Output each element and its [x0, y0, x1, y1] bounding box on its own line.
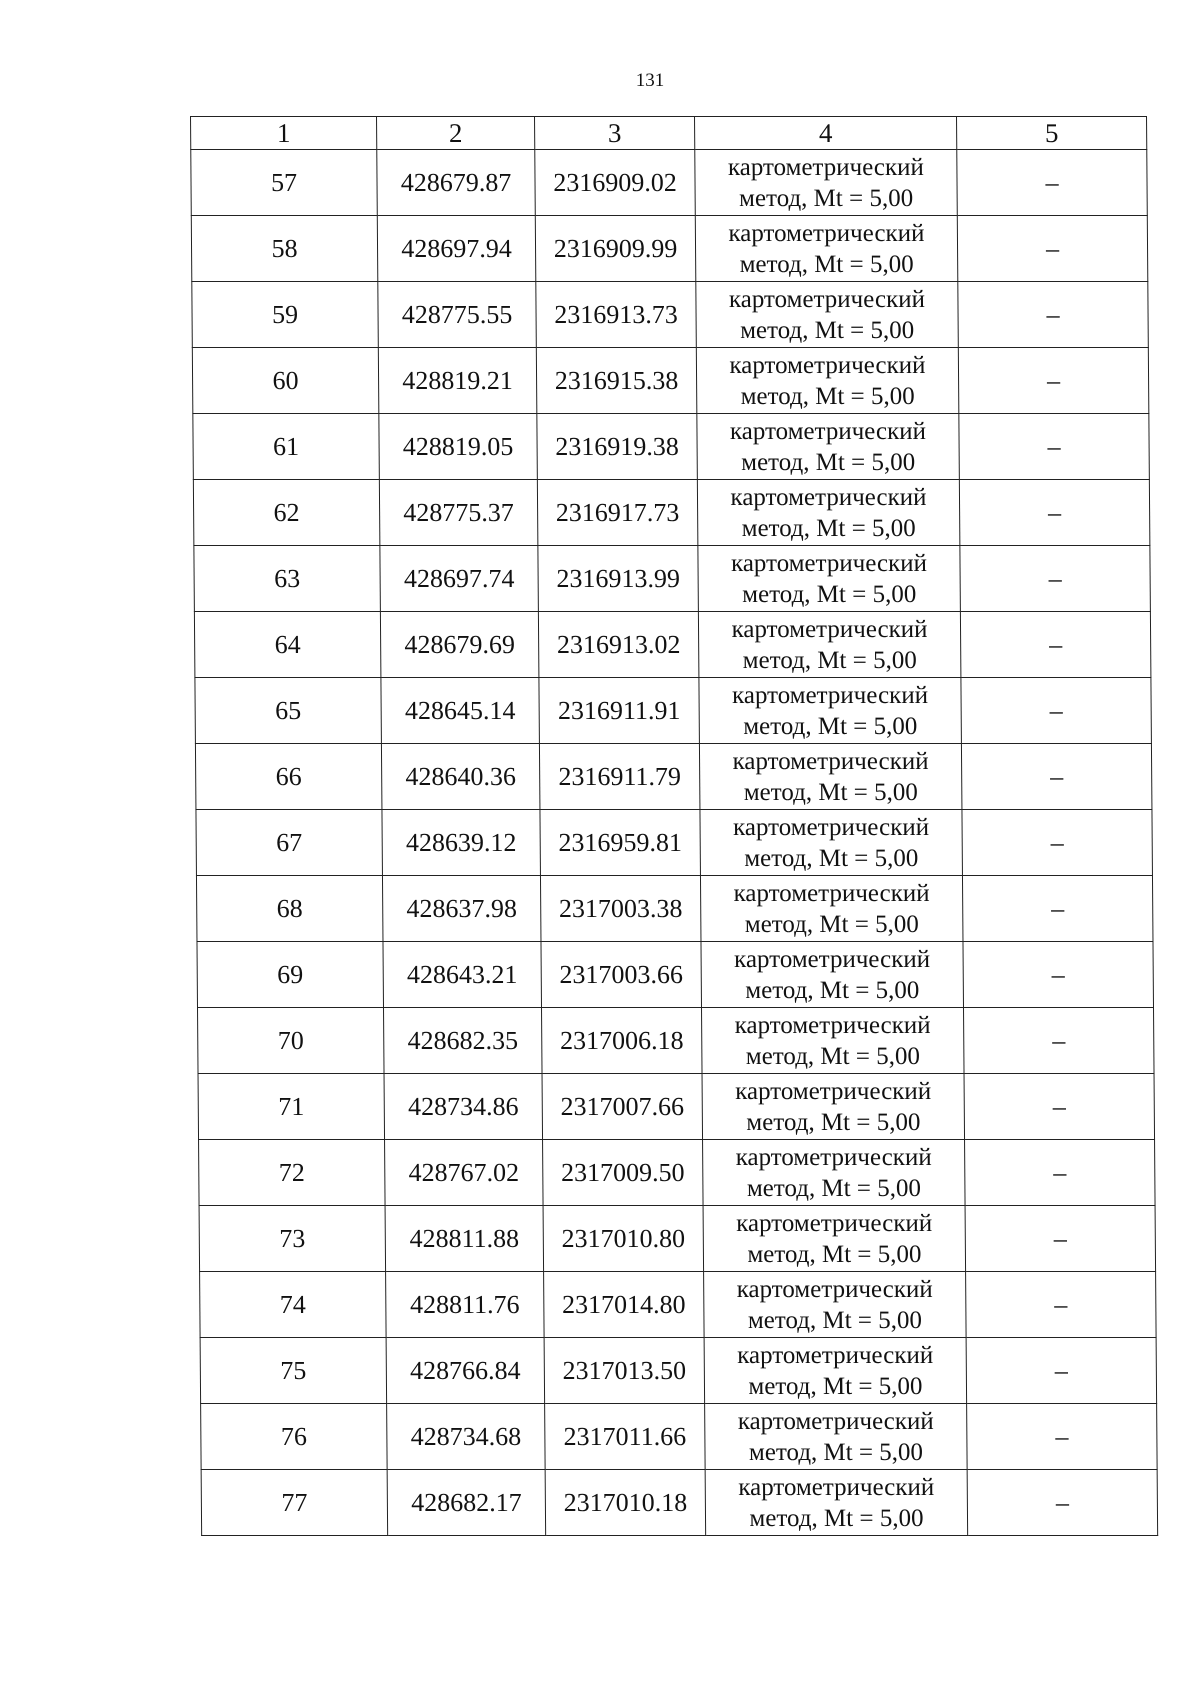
table-row — [194, 546, 1151, 612]
method-cell — [702, 1074, 965, 1140]
y-coordinate-cell: 2316909.02 — [535, 150, 696, 216]
table-row — [198, 1074, 1155, 1140]
method-name: картометрический — [738, 1473, 935, 1501]
method-accuracy: метод, Mt = 5,00 — [743, 778, 918, 806]
method-accuracy: метод, Mt = 5,00 — [740, 382, 915, 410]
method-cell — [696, 348, 959, 414]
y-coordinate-cell: 2317013.50 — [544, 1338, 705, 1404]
method-accuracy: метод, Mt = 5,00 — [739, 184, 914, 212]
method-accuracy: метод, Mt = 5,00 — [741, 448, 916, 476]
method-name: картометрический — [732, 813, 930, 841]
x-coordinate-cell: 428643.21 — [383, 942, 542, 1008]
method-accuracy: метод, Mt = 5,00 — [740, 316, 915, 344]
y-coordinate-cell: 2317011.66 — [545, 1404, 706, 1470]
note-cell: – — [960, 612, 1151, 678]
x-coordinate-cell: 428775.37 — [379, 480, 538, 546]
y-coordinate-cell: 2316959.81 — [540, 810, 701, 876]
x-coordinate-cell: 428811.88 — [385, 1206, 544, 1272]
method-cell — [697, 480, 960, 546]
x-coordinate-cell: 428819.05 — [379, 414, 538, 480]
table-row — [196, 810, 1153, 876]
method-name: картометрический — [735, 1143, 932, 1171]
table-body — [191, 150, 1158, 1536]
note-cell: – — [957, 216, 1148, 282]
x-coordinate-cell: 428697.94 — [377, 216, 536, 282]
method-accuracy: метод, Mt = 5,00 — [745, 1042, 921, 1070]
y-coordinate-cell: 2317010.80 — [543, 1206, 704, 1272]
table-row — [195, 678, 1152, 744]
table-row — [199, 1206, 1156, 1272]
note-cell: – — [959, 480, 1150, 546]
point-number-cell: 63 — [194, 546, 381, 612]
table-row — [197, 942, 1154, 1008]
method-accuracy: метод, Mt = 5,00 — [747, 1306, 923, 1334]
x-coordinate-cell: 428645.14 — [381, 678, 540, 744]
point-number-cell: 77 — [201, 1470, 388, 1536]
x-coordinate-cell: 428811.76 — [386, 1272, 545, 1338]
method-name: картометрический — [733, 879, 930, 907]
method-cell — [704, 1272, 967, 1338]
method-cell — [699, 744, 962, 810]
point-number-cell: 57 — [191, 150, 378, 216]
y-coordinate-cell: 2316911.79 — [539, 744, 700, 810]
method-name: картометрический — [736, 1209, 933, 1237]
note-cell: – — [961, 744, 1152, 810]
x-coordinate-cell: 428682.17 — [387, 1470, 546, 1536]
table-row — [200, 1338, 1157, 1404]
method-accuracy: метод, Mt = 5,00 — [746, 1108, 921, 1136]
y-coordinate-cell: 2317003.66 — [541, 942, 702, 1008]
y-coordinate-cell: 2317003.38 — [540, 876, 701, 942]
method-name: картометрический — [731, 615, 928, 643]
table-row — [192, 348, 1149, 414]
y-coordinate-cell: 2316913.73 — [536, 282, 697, 348]
note-cell: – — [964, 1008, 1155, 1074]
method-name: картометрический — [737, 1341, 934, 1369]
method-cell — [700, 810, 963, 876]
x-coordinate-cell: 428734.68 — [387, 1404, 546, 1470]
column-header-1: 1 — [191, 117, 377, 150]
method-accuracy: метод, Mt = 5,00 — [739, 250, 914, 278]
table-row — [200, 1272, 1157, 1338]
table-row — [194, 612, 1151, 678]
method-name: картометрический — [730, 483, 927, 511]
x-coordinate-cell: 428679.69 — [380, 612, 539, 678]
note-cell: – — [960, 546, 1151, 612]
y-coordinate-cell: 2317010.18 — [545, 1470, 706, 1536]
note-cell: – — [962, 876, 1153, 942]
table-row — [193, 414, 1150, 480]
y-coordinate-cell: 2316911.91 — [539, 678, 700, 744]
method-cell — [697, 414, 960, 480]
page-number: 131 — [635, 70, 665, 91]
y-coordinate-cell: 2316909.99 — [535, 216, 696, 282]
column-header-3: 3 — [535, 117, 695, 150]
method-cell — [698, 612, 961, 678]
method-name: картометрический — [729, 417, 927, 445]
table-row — [198, 1008, 1155, 1074]
method-cell — [695, 150, 958, 216]
method-cell — [699, 678, 962, 744]
method-name: картометрический — [727, 153, 924, 181]
method-accuracy: метод, Mt = 5,00 — [742, 580, 917, 608]
note-cell: – — [958, 348, 1149, 414]
note-cell: – — [967, 1470, 1158, 1536]
method-accuracy: метод, Mt = 5,00 — [745, 976, 920, 1004]
method-accuracy: метод, Mt = 5,00 — [741, 514, 916, 542]
method-cell — [705, 1470, 968, 1536]
table-row — [192, 282, 1149, 348]
method-accuracy: метод, Mt = 5,00 — [748, 1438, 924, 1466]
note-cell: – — [961, 678, 1152, 744]
method-cell — [696, 282, 959, 348]
method-name: картометрический — [737, 1407, 934, 1435]
table-row — [196, 876, 1153, 942]
y-coordinate-cell: 2316917.73 — [537, 480, 698, 546]
point-number-cell: 70 — [198, 1008, 385, 1074]
point-number-cell: 66 — [195, 744, 382, 810]
table-row — [191, 216, 1148, 282]
method-accuracy: метод, Mt = 5,00 — [744, 910, 919, 938]
table-row — [193, 480, 1150, 546]
x-coordinate-cell: 428775.55 — [378, 282, 537, 348]
point-number-cell: 61 — [193, 414, 380, 480]
method-accuracy: метод, Mt = 5,00 — [749, 1504, 924, 1532]
note-cell: – — [958, 282, 1149, 348]
point-number-cell: 69 — [197, 942, 384, 1008]
table-row — [191, 150, 1148, 216]
method-cell — [705, 1404, 968, 1470]
x-coordinate-cell: 428639.12 — [382, 810, 541, 876]
y-coordinate-cell: 2317009.50 — [543, 1140, 704, 1206]
point-number-cell: 75 — [200, 1338, 387, 1404]
x-coordinate-cell: 428637.98 — [382, 876, 541, 942]
method-cell — [701, 942, 964, 1008]
column-header-5: 5 — [957, 117, 1147, 150]
note-cell: – — [967, 1404, 1158, 1470]
note-cell: – — [963, 942, 1154, 1008]
column-header-4: 4 — [695, 117, 957, 150]
x-coordinate-cell: 428819.21 — [378, 348, 537, 414]
method-cell — [695, 216, 958, 282]
point-number-cell: 67 — [196, 810, 383, 876]
method-cell — [704, 1338, 967, 1404]
method-cell — [703, 1140, 966, 1206]
method-cell — [700, 876, 963, 942]
x-coordinate-cell: 428679.87 — [377, 150, 536, 216]
table-header-row — [191, 117, 1147, 150]
method-cell — [698, 546, 961, 612]
note-cell: – — [962, 810, 1153, 876]
note-cell: – — [964, 1074, 1155, 1140]
method-accuracy: метод, Mt = 5,00 — [747, 1240, 922, 1268]
x-coordinate-cell: 428640.36 — [381, 744, 540, 810]
y-coordinate-cell: 2316913.02 — [538, 612, 699, 678]
y-coordinate-cell: 2316919.38 — [537, 414, 698, 480]
method-accuracy: метод, Mt = 5,00 — [742, 646, 917, 674]
x-coordinate-cell: 428767.02 — [385, 1140, 544, 1206]
x-coordinate-cell: 428682.35 — [384, 1008, 543, 1074]
y-coordinate-cell: 2316913.99 — [538, 546, 699, 612]
method-name: картометрический — [736, 1275, 933, 1303]
table-row — [199, 1140, 1156, 1206]
x-coordinate-cell: 428766.84 — [386, 1338, 545, 1404]
point-number-cell: 60 — [192, 348, 379, 414]
method-name: картометрический — [734, 945, 931, 973]
note-cell: – — [959, 414, 1150, 480]
note-cell: – — [957, 150, 1148, 216]
method-name: картометрический — [731, 681, 929, 709]
point-number-cell: 64 — [194, 612, 381, 678]
table-row — [195, 744, 1152, 810]
point-number-cell: 74 — [200, 1272, 387, 1338]
y-coordinate-cell: 2317014.80 — [544, 1272, 705, 1338]
method-accuracy: метод, Mt = 5,00 — [743, 712, 918, 740]
note-cell: – — [965, 1206, 1156, 1272]
method-name: картометрический — [729, 351, 926, 379]
method-cell — [702, 1008, 965, 1074]
table-row — [201, 1470, 1158, 1536]
point-number-cell: 65 — [195, 678, 382, 744]
method-cell — [703, 1206, 966, 1272]
note-cell: – — [966, 1272, 1157, 1338]
coordinates-table-container — [190, 116, 1157, 1536]
method-name: картометрический — [734, 1011, 931, 1039]
point-number-cell: 68 — [196, 876, 383, 942]
point-number-cell: 73 — [199, 1206, 386, 1272]
method-accuracy: метод, Mt = 5,00 — [746, 1174, 922, 1202]
point-number-cell: 76 — [201, 1404, 388, 1470]
point-number-cell: 71 — [198, 1074, 385, 1140]
column-header-2: 2 — [377, 117, 535, 150]
method-name: картометрический — [732, 747, 929, 775]
method-name: картометрический — [735, 1077, 932, 1105]
y-coordinate-cell: 2317006.18 — [542, 1008, 703, 1074]
table-row — [201, 1404, 1158, 1470]
method-name: картометрический — [728, 285, 926, 313]
method-name: картометрический — [730, 549, 928, 577]
note-cell: – — [965, 1140, 1156, 1206]
point-number-cell: 59 — [192, 282, 379, 348]
y-coordinate-cell: 2317007.66 — [542, 1074, 703, 1140]
point-number-cell: 58 — [191, 216, 378, 282]
coordinates-table — [190, 116, 1158, 1536]
point-number-cell: 62 — [193, 480, 380, 546]
point-number-cell: 72 — [199, 1140, 386, 1206]
x-coordinate-cell: 428697.74 — [380, 546, 539, 612]
x-coordinate-cell: 428734.86 — [384, 1074, 543, 1140]
y-coordinate-cell: 2316915.38 — [536, 348, 697, 414]
method-accuracy: метод, Mt = 5,00 — [748, 1372, 923, 1400]
note-cell: – — [966, 1338, 1157, 1404]
method-accuracy: метод, Mt = 5,00 — [744, 844, 919, 872]
method-name: картометрический — [728, 219, 925, 247]
